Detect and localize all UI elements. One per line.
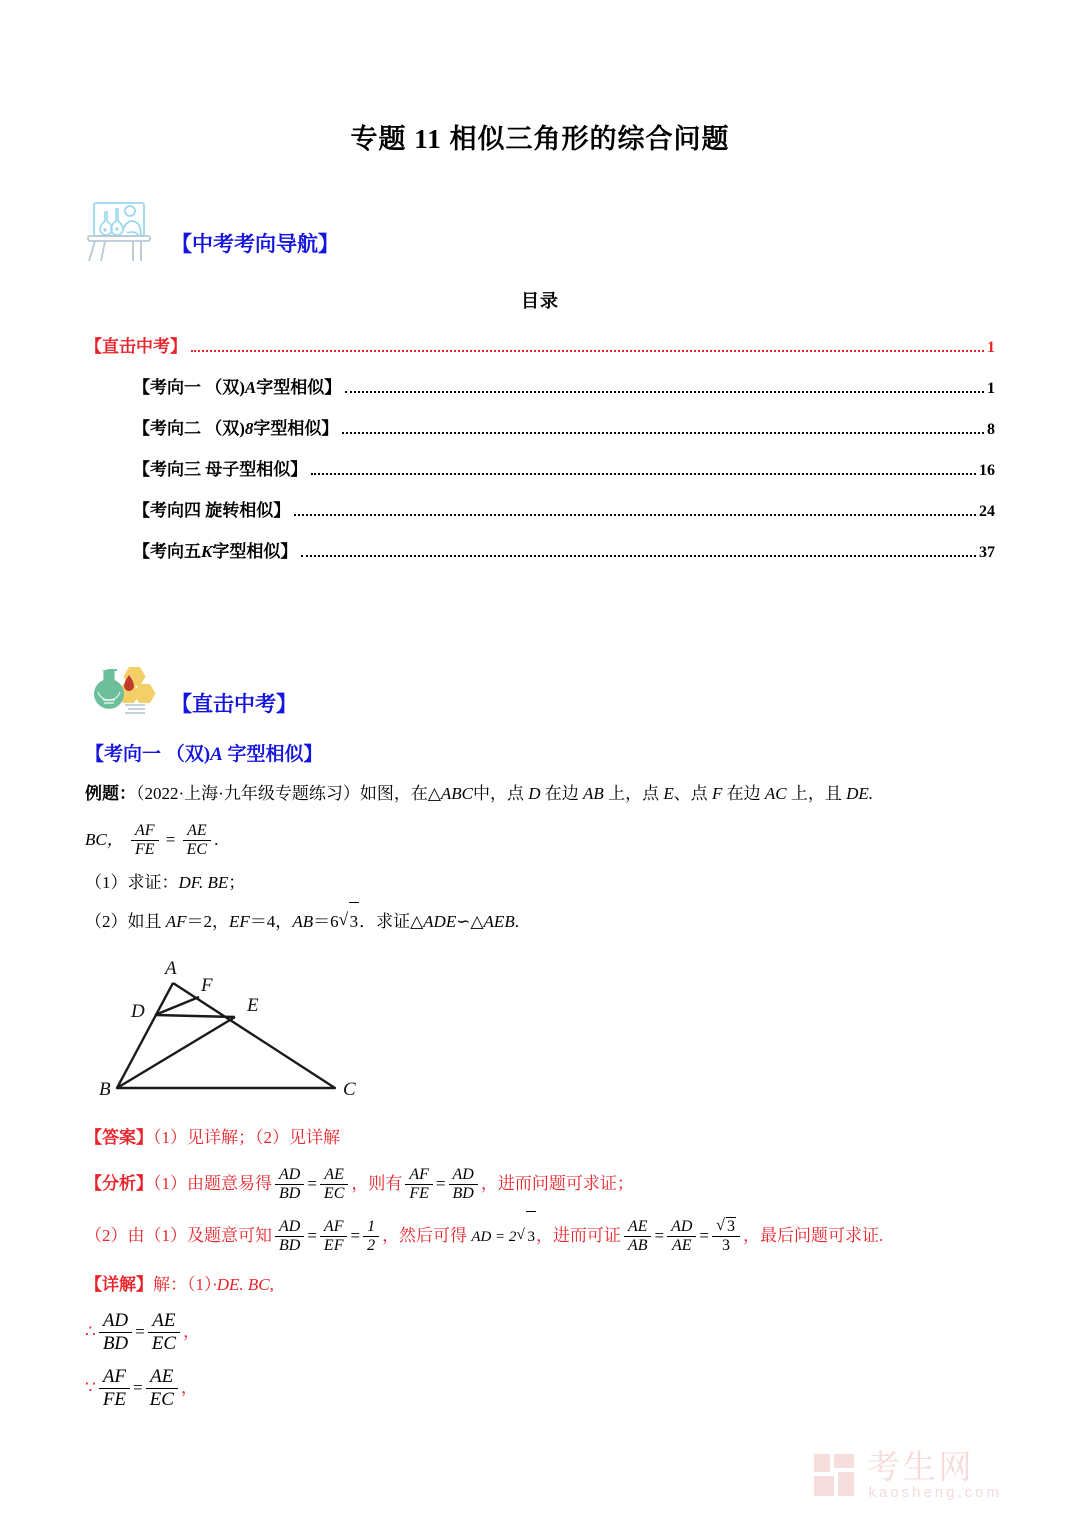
fraction-denominator: EC bbox=[323, 1184, 345, 1202]
toc-entry-label-post: 字型相似】 bbox=[212, 542, 298, 561]
detail-label: 【详解】 bbox=[85, 1275, 153, 1294]
therefore-symbol: ∴ bbox=[85, 1322, 96, 1341]
example-problem-ratio bbox=[85, 816, 995, 864]
svg-text:C: C bbox=[343, 1079, 356, 1100]
detail-eq2-tail: ， bbox=[180, 1378, 198, 1397]
example-text-3: 在边 bbox=[540, 784, 584, 803]
nav-section-label: 【中考考向导航】 bbox=[171, 232, 339, 256]
analysis-p2-text-a: （2）由（1）及题意可知 bbox=[85, 1226, 272, 1245]
zhiji-section-label: 【直击中考】 bbox=[171, 692, 297, 716]
fraction-numerator: AF bbox=[320, 1218, 348, 1237]
toc-leader bbox=[191, 349, 984, 352]
fraction-numerator: AD bbox=[275, 1166, 304, 1185]
analysis-p2-text-b: ，然后可得 bbox=[382, 1226, 472, 1245]
fraction-denominator: EC bbox=[186, 840, 208, 858]
toc-entry-label-italic: K bbox=[201, 542, 213, 561]
fraction-numerator: AE bbox=[146, 1366, 178, 1388]
fraction-ae-ab bbox=[624, 1218, 652, 1255]
question-2-ab: AB bbox=[292, 912, 314, 931]
sqrt-3 bbox=[339, 902, 360, 941]
question-1-prefix: （1）求证： bbox=[85, 873, 179, 892]
question-1-math: DF. BE bbox=[178, 873, 229, 892]
svg-text:D: D bbox=[131, 1001, 145, 1022]
example-text-4: 上，点 bbox=[603, 784, 664, 803]
toc-entry-kaoxiang-5[interactable] bbox=[133, 532, 995, 573]
toc-title: 目录 bbox=[521, 291, 559, 311]
fraction-ad-bd bbox=[99, 1310, 132, 1354]
page-title: 专题 11 相似三角形的综合问题 bbox=[350, 124, 730, 154]
toc-leader bbox=[311, 472, 976, 475]
example-seg-bc: BC， bbox=[85, 830, 124, 849]
toc-entry-label: 【考向三 母子型相似】 bbox=[133, 460, 308, 479]
sqrt-3 bbox=[516, 1211, 536, 1262]
svg-text:B: B bbox=[99, 1079, 111, 1100]
svg-text:A: A bbox=[165, 958, 177, 979]
equals-sign: = bbox=[135, 1322, 145, 1341]
kaoxiang-1-heading-italic: A bbox=[210, 744, 223, 765]
fraction-denominator: EC bbox=[149, 1388, 174, 1410]
watermark-text bbox=[866, 1450, 1002, 1500]
question-2-period: . bbox=[514, 912, 519, 931]
equals-sign: = bbox=[307, 1174, 317, 1193]
kaosheng-logo-icon bbox=[812, 1452, 856, 1498]
svg-text:E: E bbox=[247, 995, 259, 1016]
example-text-2: 中，点 bbox=[473, 784, 529, 803]
toc-entry-label-post: 字型相似】 bbox=[256, 378, 342, 397]
question-2-ef: EF bbox=[229, 912, 250, 931]
answer-line bbox=[85, 1119, 995, 1157]
fraction-ae-ec bbox=[183, 822, 211, 859]
watermark bbox=[812, 1450, 1002, 1500]
fraction-af-fe bbox=[405, 1166, 433, 1203]
geometry-figure bbox=[95, 953, 395, 1113]
fraction-sqrt3-over-3 bbox=[712, 1217, 740, 1255]
fraction-denominator: BD bbox=[452, 1184, 474, 1202]
toc-entry-kaoxiang-1[interactable] bbox=[133, 368, 995, 409]
analysis-part-2 bbox=[85, 1211, 995, 1262]
kaoxiang-1-heading-post: 字型相似】 bbox=[222, 744, 323, 765]
watermark-en: kaosheng.com bbox=[868, 1484, 1002, 1501]
toc-entry-kaoxiang-2[interactable] bbox=[133, 409, 995, 450]
toc-entry-page: 1 bbox=[987, 339, 995, 356]
toc-entry-label-italic: A bbox=[244, 378, 257, 397]
fraction-numerator: AD bbox=[99, 1310, 132, 1332]
fraction-denominator: AE bbox=[671, 1236, 692, 1254]
sqrt-radicand: 3 bbox=[349, 902, 360, 941]
toc-entry-label: 【考向五 bbox=[133, 542, 201, 561]
fraction-numerator: AD bbox=[667, 1218, 696, 1237]
fraction-denominator: EF bbox=[323, 1236, 344, 1254]
fraction-numerator: AF bbox=[405, 1166, 433, 1185]
analysis-p1-text-a: （1）由题意易得 bbox=[153, 1174, 272, 1193]
question-2-eq2: ＝4， bbox=[249, 912, 293, 931]
analysis-ad-value: AD = 2 bbox=[471, 1229, 517, 1245]
kaoxiang-1-heading-pre: 【考向一 （双) bbox=[85, 744, 211, 765]
fraction-denominator: BD bbox=[279, 1236, 301, 1254]
toc-entry-label: 【考向二 （双) bbox=[133, 419, 245, 438]
example-seg-ab: AB bbox=[583, 784, 604, 803]
analysis-p2-text-c: ，进而可证 bbox=[535, 1226, 621, 1245]
toc-entry-label: 【考向四 旋转相似】 bbox=[133, 501, 291, 520]
fraction-numerator: AE bbox=[183, 822, 211, 841]
fraction-af-fe bbox=[131, 822, 159, 859]
toc-leader bbox=[294, 513, 976, 516]
fraction-ae-ec bbox=[148, 1310, 180, 1354]
fraction-ad-bd-2 bbox=[449, 1166, 478, 1203]
sqrt-radicand: 3 bbox=[727, 1218, 735, 1236]
fraction-numerator bbox=[712, 1217, 740, 1237]
kaoxiang-1-heading bbox=[85, 739, 995, 766]
detail-given: ·DE. BC, bbox=[212, 1275, 274, 1294]
fraction-denominator: AB bbox=[627, 1236, 648, 1254]
equals-sign: = bbox=[350, 1226, 361, 1245]
detail-equation-2 bbox=[85, 1360, 995, 1416]
example-source: （2022·上海·九年级专题练习） bbox=[136, 784, 360, 803]
sqrt-radicand: 3 bbox=[526, 1211, 536, 1262]
zhiji-section-header bbox=[85, 659, 995, 725]
answer-text: （1）见详解；（2）见详解 bbox=[153, 1128, 340, 1147]
example-triangle-abc: ABC bbox=[440, 784, 474, 803]
detail-solution-lead bbox=[85, 1266, 995, 1304]
example-point-d: D bbox=[528, 784, 541, 803]
question-2-eq3: ＝6 bbox=[313, 912, 339, 931]
example-lead: 例题： bbox=[85, 784, 136, 803]
toc-entry-label-post: 字型相似】 bbox=[253, 419, 339, 438]
toc-entry-kaoxiang-4[interactable] bbox=[133, 491, 995, 532]
question-2-tail: ．求证△ bbox=[359, 912, 424, 931]
example-text-7: 上，且 bbox=[786, 784, 847, 803]
detail-eq1-tail: ， bbox=[183, 1322, 201, 1341]
svg-text:F: F bbox=[201, 975, 213, 996]
analysis-part-1 bbox=[85, 1159, 995, 1209]
toc-entry-page: 8 bbox=[987, 421, 995, 438]
fraction-denominator: BD bbox=[102, 1332, 129, 1354]
question-2-af: AF bbox=[165, 912, 187, 931]
question-2-prefix: （2）如且 bbox=[85, 912, 166, 931]
toc-entry-kaoxiang-3[interactable] bbox=[133, 450, 995, 491]
nav-section-header bbox=[85, 199, 995, 265]
example-line2-end: . bbox=[214, 830, 219, 849]
toc-entry-page: 16 bbox=[979, 462, 995, 479]
example-problem-statement bbox=[85, 774, 995, 814]
fraction-ad-bd-3 bbox=[275, 1218, 304, 1255]
fraction-denominator: 2 bbox=[367, 1236, 376, 1254]
example-text-6: 在边 bbox=[722, 784, 765, 803]
detail-equation-1 bbox=[85, 1304, 995, 1360]
fraction-one-half bbox=[363, 1218, 379, 1255]
fraction-numerator: AD bbox=[275, 1218, 304, 1237]
answer-label: 【答案】 bbox=[85, 1128, 153, 1147]
analysis-label: 【分析】 bbox=[85, 1174, 153, 1193]
fraction-ae-ec-2 bbox=[146, 1366, 178, 1410]
watermark-cn: 考生网 bbox=[866, 1448, 975, 1485]
fraction-denominator: FE bbox=[102, 1388, 127, 1410]
fraction-ad-ae bbox=[667, 1218, 696, 1255]
toc-entry-page: 24 bbox=[979, 503, 995, 520]
example-seg-ac: AC bbox=[764, 784, 787, 803]
example-text-1: 如图，在△ bbox=[359, 784, 441, 803]
fraction-numerator: AE bbox=[320, 1166, 348, 1185]
equals-sign: = bbox=[307, 1226, 317, 1245]
question-2-triangle-ade: ADE bbox=[423, 912, 457, 931]
example-point-e: E bbox=[663, 784, 674, 803]
fraction-denominator: FE bbox=[409, 1184, 429, 1202]
detail-lead: 解：（1） bbox=[153, 1275, 213, 1294]
fraction-denominator: BD bbox=[279, 1184, 301, 1202]
because-symbol: ∵ bbox=[85, 1378, 96, 1397]
toc-list bbox=[85, 327, 995, 573]
toc-leader bbox=[345, 390, 984, 393]
flask-hexagon-icon bbox=[85, 659, 159, 725]
question-2-eq1: ＝2， bbox=[186, 912, 230, 931]
toc-entry-label-italic: 8 bbox=[244, 419, 254, 438]
example-question-1 bbox=[85, 864, 995, 902]
fraction-numerator: 1 bbox=[363, 1218, 379, 1237]
fraction-numerator: AE bbox=[148, 1310, 180, 1332]
fraction-ae-ec bbox=[320, 1166, 348, 1203]
example-seg-de: DE. bbox=[846, 784, 874, 803]
toc-entry-page: 1 bbox=[987, 380, 995, 397]
equals-sign: = bbox=[654, 1226, 665, 1245]
toc-entry-zhiji[interactable] bbox=[85, 327, 995, 368]
fraction-denominator: FE bbox=[134, 840, 155, 858]
lab-easel-icon bbox=[85, 199, 159, 265]
question-2-triangle-aeb: AEB bbox=[483, 912, 515, 931]
fraction-denominator: 3 bbox=[722, 1237, 730, 1255]
equals-sign: = bbox=[165, 830, 176, 849]
analysis-p2-text-d: ，最后问题可求证. bbox=[743, 1226, 884, 1245]
equals-sign: = bbox=[699, 1226, 709, 1245]
fraction-af-ef bbox=[320, 1218, 348, 1255]
equals-sign: = bbox=[133, 1378, 143, 1397]
sqrt-3-numerator bbox=[716, 1217, 736, 1236]
example-question-2 bbox=[85, 902, 995, 941]
question-2-similar: ∽△ bbox=[456, 912, 484, 931]
example-point-f: F bbox=[711, 784, 723, 803]
fraction-denominator: EC bbox=[151, 1332, 177, 1354]
equals-sign: = bbox=[435, 1174, 446, 1193]
toc-entry-label: 【考向一 （双) bbox=[133, 378, 245, 397]
fraction-numerator: AE bbox=[624, 1218, 652, 1237]
fraction-af-fe bbox=[99, 1366, 130, 1410]
example-text-5: 、点 bbox=[673, 784, 712, 803]
analysis-p1-text-c: ，进而问题可求证； bbox=[480, 1174, 634, 1193]
fraction-ad-bd bbox=[275, 1166, 304, 1203]
fraction-numerator: AD bbox=[449, 1166, 478, 1185]
toc-leader bbox=[342, 431, 984, 434]
toc-entry-page: 37 bbox=[979, 544, 995, 561]
question-1-suffix: ； bbox=[228, 873, 246, 892]
toc-entry-label: 【直击中考】 bbox=[85, 337, 187, 356]
fraction-numerator: AF bbox=[99, 1366, 130, 1388]
fraction-numerator: AF bbox=[131, 822, 159, 841]
toc-leader bbox=[301, 554, 976, 557]
analysis-p1-text-b: ，则有 bbox=[351, 1174, 403, 1193]
